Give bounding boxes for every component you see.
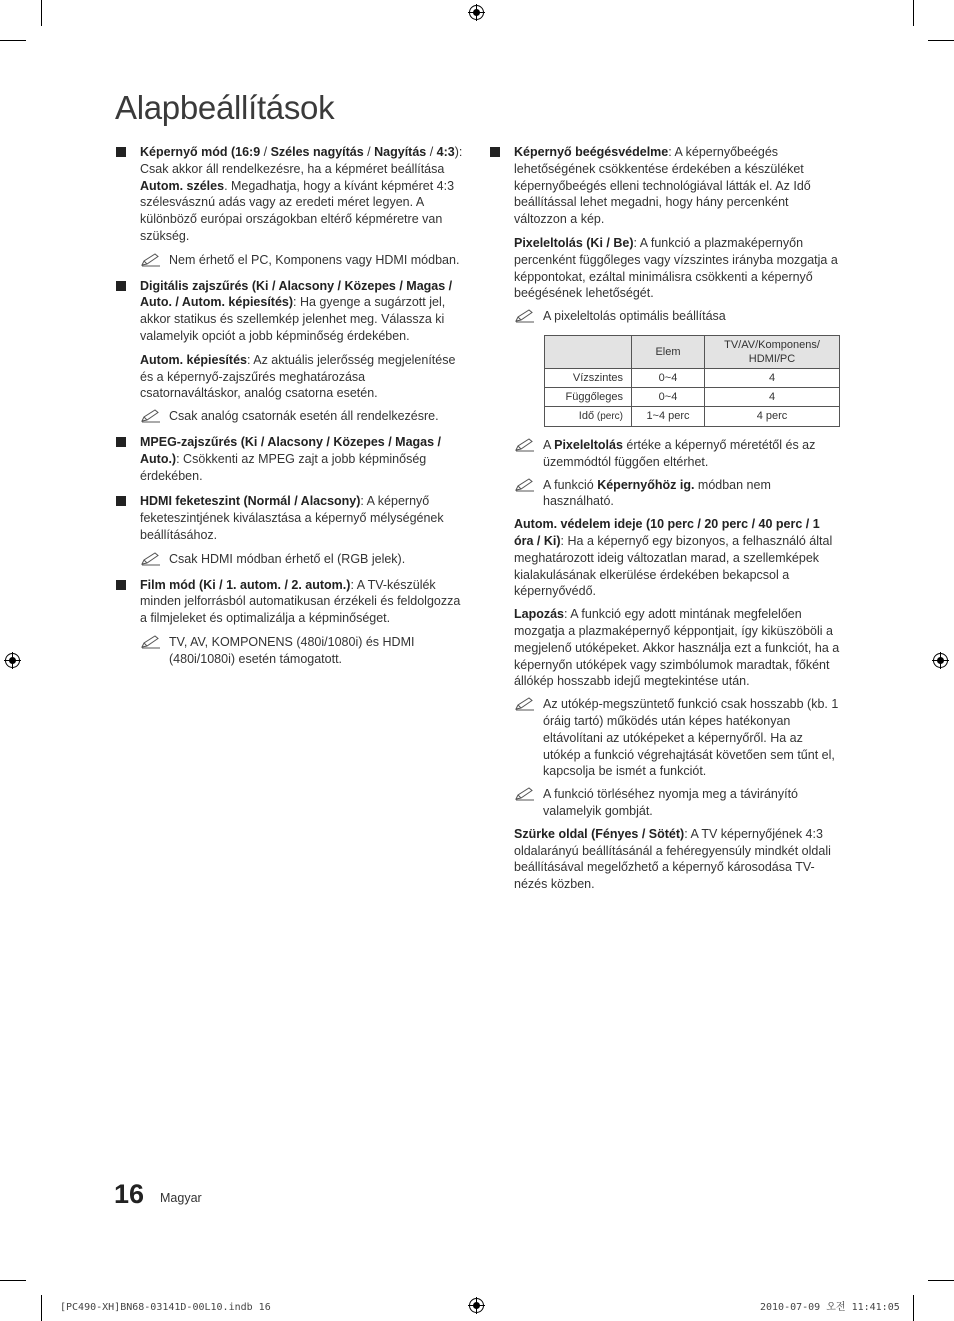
bullet-text: Képernyő mód (16:9 / Széles nagyítás / Nagyítás / 4:3): Csak akkor áll rendelkezésre, ha a képméret beállítása Autom. széles. Megadhatja, hogy a kívánt képméret 4:3 szélesvásznú adás vagy az eredeti méret legyen. A különböző európai országokban eltérő képméretre van szükség.	[140, 145, 463, 243]
note-pencil-icon	[141, 552, 161, 566]
note	[490, 308, 840, 325]
crop-mark	[0, 1280, 26, 1281]
table-row-label: Vízszintes	[545, 368, 632, 387]
crop-mark	[913, 0, 914, 26]
sub-paragraph: Lapozás: A funkció egy adott mintának megfelelően mozgatja a plazmaképernyő képpontjait, így kiküszöböli a megjelenő utóképeket. Akkor használja ezt a funkciót, ha a képernyőn utóképek vagy szimbólumok maradtak, főként állókép hosszabb idejű megtekintése után.	[514, 607, 840, 689]
bullet-text: Képernyő beégésvédelme: A képernyőbeégés lehetőségének csökkentése érdekében a készüléket képernyőbeégés elleni technológiával látták el. Az Idő beállítással lehet megadni, hogy hány percenként változzon a kép.	[514, 145, 811, 227]
table-cell-range: 1~4 perc	[632, 406, 705, 426]
bullet-square-icon	[116, 281, 126, 291]
note-pencil-icon	[515, 787, 535, 801]
crop-mark	[41, 0, 42, 26]
note-pencil-icon	[141, 635, 161, 649]
crop-mark	[0, 40, 26, 41]
crop-mark	[928, 1280, 954, 1281]
table-header-empty	[545, 335, 632, 368]
list-item	[116, 144, 466, 245]
pixel-shift-table	[544, 335, 840, 427]
note-pencil-icon	[141, 253, 161, 267]
list-item	[116, 577, 466, 627]
table-row-label: Függőleges	[545, 387, 632, 406]
note	[490, 786, 840, 820]
crop-mark	[41, 1295, 42, 1321]
bullet-text: MPEG-zajszűrés (Ki / Alacsony / Közepes / Magas / Auto.): Csökkenti az MPEG zajt a jobb képminőség érdekében.	[140, 434, 442, 483]
table-cell-range: 0~4	[632, 368, 705, 387]
table-cell-value: 4	[705, 387, 840, 406]
note-text: A funkció Képernyőhöz ig. módban nem használható.	[543, 477, 771, 509]
note-pencil-icon	[515, 697, 535, 711]
note-text: Csak analóg csatornák esetén áll rendelkezésre.	[169, 409, 439, 424]
note	[490, 696, 840, 780]
list-item	[116, 434, 466, 484]
note-text: Az utókép-megszüntető funkció csak hosszabb (kb. 1 óráig tartó) működés után képes hatékonyan eltávolítani az utóképeket a képernyőről. Ha az utókép a funkció végrehajtását követően sem tűnt el, kapcsolja be ismét a funkciót.	[543, 697, 839, 779]
footer-language: Magyar	[160, 1191, 202, 1205]
table-header-mode: TV/AV/Komponens/ HDMI/PC	[705, 335, 840, 368]
bullet-text: HDMI feketeszint (Normál / Alacsony): A képernyő feketeszintjének kiválasztása a képernyő mélységének beállításához.	[140, 494, 444, 542]
registration-mark-icon	[932, 652, 949, 669]
crop-mark	[913, 1295, 914, 1321]
crop-mark	[928, 40, 954, 41]
note-text: A Pixeleltolás értéke a képernyő méretétől és az üzemmódtól függően eltérhet.	[543, 437, 816, 469]
note	[116, 408, 466, 425]
note-pencil-icon	[515, 438, 535, 452]
bullet-square-icon	[116, 496, 126, 506]
imprint-file: [PC490-XH]BN68-03141D-00L10.indb 16	[60, 1302, 271, 1313]
page-number: 16	[114, 1179, 145, 1209]
bullet-square-icon	[116, 580, 126, 590]
table-cell-value: 4 perc	[705, 406, 840, 426]
note-text: Nem érhető el PC, Komponens vagy HDMI módban.	[169, 252, 460, 267]
note	[490, 477, 840, 511]
right-column	[490, 144, 840, 899]
table-cell-range: 0~4	[632, 387, 705, 406]
bullet-text: Digitális zajszűrés (Ki / Alacsony / Közepes / Magas / Auto. / Autom. képiesítés): Ha gyenge a sugárzott jel, akkor statikus és szellemkép jelenhet meg. Válassza ki valamelyik opciót a jobb képminőség érdekében.	[140, 278, 453, 343]
page-title: Alapbeállítások	[115, 89, 335, 126]
registration-mark-icon	[468, 1297, 485, 1314]
note-text: Csak HDMI módban érhető el (RGB jelek).	[169, 551, 406, 566]
table-row	[545, 368, 840, 387]
note-text: A funkció törléséhez nyomja meg a távirányító valamelyik gombját.	[543, 787, 798, 818]
bullet-text: Film mód (Ki / 1. autom. / 2. autom.): A TV-készülék minden jelforrásból automatikusan érzékeli és feldolgozza a filmjeleket és optimalizálja a képminőséget.	[140, 577, 461, 626]
registration-mark-icon	[4, 652, 21, 669]
bullet-square-icon	[116, 437, 126, 447]
sub-paragraph: Autom. védelem ideje (10 perc / 20 perc / 40 perc / 1 óra / Ki): Ha a képernyő egy bizonyos, a felhasználó által meghatározott ideig változatlan marad, a szellemképek kialakulásának elkerülése érdekében bekapcsol a képernyővédő.	[514, 517, 833, 599]
table-row-label: Idő (perc)	[545, 406, 632, 426]
list-item	[116, 278, 466, 345]
imprint-timestamp: 2010-07-09 오전 11:41:05	[760, 1302, 900, 1313]
note-text: A pixeleltolás optimális beállítása	[543, 309, 726, 324]
bullet-square-icon	[490, 147, 500, 157]
list-item	[490, 144, 840, 228]
registration-mark-icon	[468, 4, 485, 21]
note	[116, 551, 466, 568]
table-header-item: Elem	[632, 335, 705, 368]
table-row	[545, 387, 840, 406]
bullet-square-icon	[116, 147, 126, 157]
left-column	[116, 144, 466, 674]
note	[116, 634, 466, 668]
note-text: TV, AV, KOMPONENS (480i/1080i) és HDMI (480i/1080i) esetén támogatott.	[169, 634, 415, 666]
sub-paragraph: Pixeleltolás (Ki / Be): A funkció a plazmaképernyőn percenként függőleges vagy vízszintes irányba mozgatja a képpontokat, ezáltal minimálisra csökkenti a képernyő beégésének lehetőségét.	[514, 235, 838, 301]
note-pencil-icon	[515, 478, 535, 492]
table-header-row	[545, 335, 840, 368]
table-cell-value: 4	[705, 368, 840, 387]
note	[490, 437, 840, 471]
sub-paragraph: Szürke oldal (Fényes / Sötét): A TV képernyőjének 4:3 oldalarányú beállításánál a fehéregyensúly mindkét oldali beállításával megelőzhető a képernyő károsodása TV-nézés közben.	[514, 826, 831, 892]
list-item	[116, 493, 466, 543]
note	[116, 252, 466, 269]
sub-paragraph: Autom. képiesítés: Az aktuális jelerősség megjelenítése és a képernyő-zajszűrés meghatározása csatornaváltáskor, analóg csatorna esetén.	[140, 352, 456, 401]
table-row	[545, 406, 840, 426]
note-pencil-icon	[141, 409, 161, 423]
note-pencil-icon	[515, 309, 535, 323]
